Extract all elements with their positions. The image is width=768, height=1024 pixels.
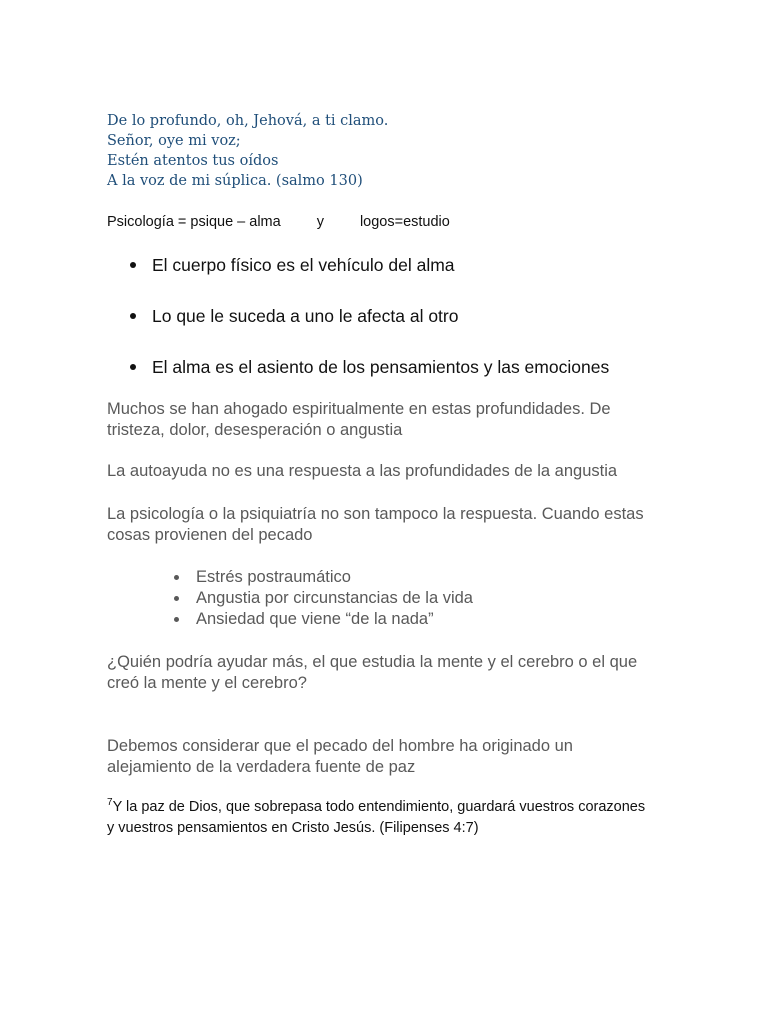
psychology-definition <box>107 212 450 232</box>
verse-line: y vuestros pensamientos en Cristo Jesús. (Filipenses 4:7) <box>107 820 479 836</box>
paragraph-line: Debemos considerar que el pecado del hombre ha originado un <box>107 737 573 755</box>
list-item <box>172 588 473 609</box>
verse-number: 7 <box>107 797 113 808</box>
paragraph-line: Muchos se han ahogado espiritualmente en estas profundidades. De <box>107 400 611 418</box>
list-item-text: El alma es el asiento de los pensamientos y las emociones <box>152 357 610 377</box>
list-item <box>172 609 473 630</box>
list-item <box>128 354 609 405</box>
paragraph-line: cosas provienen del pecado <box>107 526 313 544</box>
paragraph-line: ¿Quién podría ayudar más, el que estudia la mente y el cerebro o el que <box>107 653 638 671</box>
psalm-line: A la voz de mi súplica. (salmo 130) <box>107 173 363 189</box>
paragraph-line: La psicología o la psiquiatría no son tampoco la respuesta. Cuando estas <box>107 505 644 523</box>
main-bullet-list <box>128 252 609 405</box>
list-item-text: Ansiedad que viene “de la nada” <box>196 610 434 628</box>
paragraph-self-help <box>107 461 617 482</box>
psalm-quote <box>107 111 388 191</box>
paragraph-line: alejamiento de la verdadera fuente de paz <box>107 758 416 776</box>
psalm-line: Señor, oye mi voz; <box>107 133 241 149</box>
bullet-icon <box>130 262 136 268</box>
psalm-line: Estén atentos tus oídos <box>107 153 279 169</box>
verse-text: Y la paz de Dios, que sobrepasa todo entendimiento, guardará vuestros corazones <box>112 799 646 815</box>
definition-logos: logos=estudio <box>359 214 450 230</box>
paragraph-line: tristeza, dolor, desesperación o angustia <box>107 421 403 439</box>
bullet-icon <box>130 313 136 319</box>
bullet-icon <box>130 364 136 370</box>
list-item <box>128 252 609 303</box>
bullet-icon <box>174 575 179 580</box>
paragraph-sin <box>107 736 573 778</box>
paragraph-question <box>107 652 637 694</box>
paragraph-drowned <box>107 399 611 441</box>
paragraph-line: creó la mente y el cerebro? <box>107 674 307 692</box>
bullet-icon <box>174 596 179 601</box>
list-item-text: Angustia por circunstancias de la vida <box>196 589 473 607</box>
psalm-line: De lo profundo, oh, Jehová, a ti clamo. <box>107 113 389 129</box>
bible-verse <box>107 797 645 839</box>
list-item-text: El cuerpo físico es el vehículo del alma <box>152 255 455 275</box>
bullet-icon <box>174 617 179 622</box>
definition-psique: Psicología = psique – alma <box>107 214 281 230</box>
paragraph-line: La autoayuda no es una respuesta a las profundidades de la angustia <box>107 462 618 480</box>
list-item-text: Estrés postraumático <box>196 568 351 586</box>
list-item-text: Lo que le suceda a uno le afecta al otro <box>152 306 459 326</box>
list-item <box>128 303 609 354</box>
list-item <box>172 567 473 588</box>
verse-line <box>107 797 645 818</box>
paragraph-psychology <box>107 504 644 546</box>
definition-connector: y <box>316 214 324 230</box>
sub-bullet-list <box>172 567 473 630</box>
